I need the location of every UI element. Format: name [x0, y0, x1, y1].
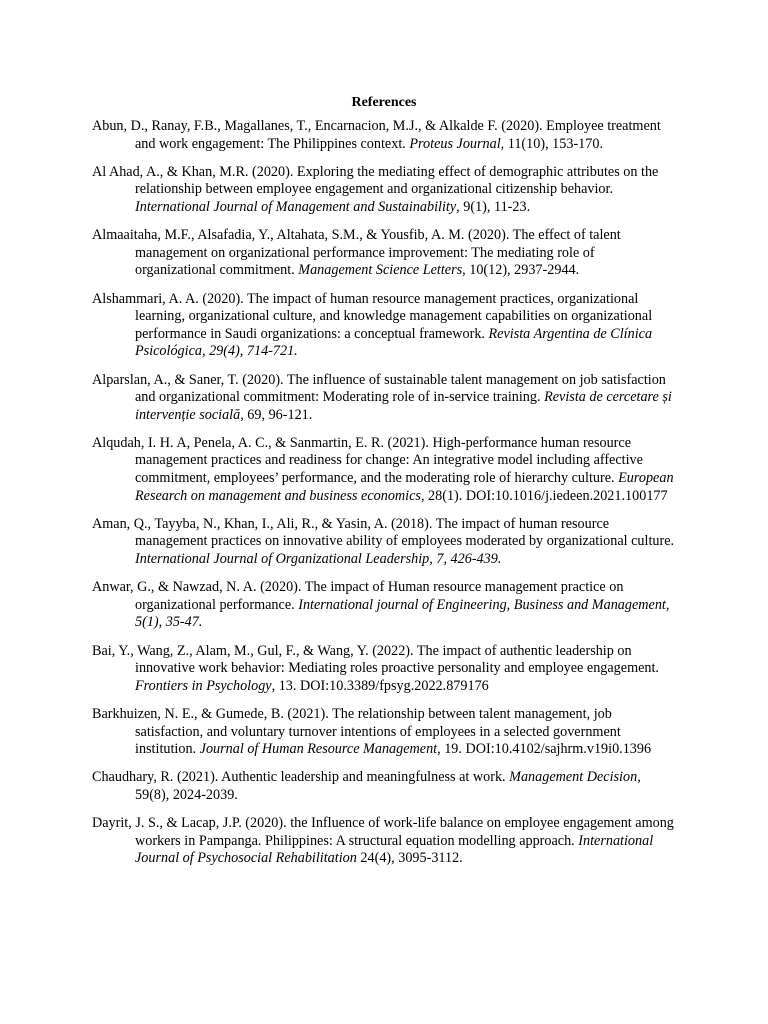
reference-source: Proteus Journal: [409, 135, 501, 152]
reference-details: , 11(10), 153-170.: [500, 135, 603, 152]
reference-authors: Dayrit, J. S., & Lacap, J.P. (2020).: [92, 815, 287, 832]
reference-entry: [92, 227, 678, 280]
reference-source: Revista de cercetare și intervenție socială: [135, 389, 672, 423]
reference-title: The impact of authentic leadership on innovative work behavior: Mediating roles proactive personality and employee engagement.: [135, 642, 659, 677]
reference-title: The impact of human resource management practices on innovative ability of employees moderated by organizational culture.: [135, 515, 675, 550]
reference-title: the Influence of work-life balance on employee engagement among workers in Pampanga. Philippines: A structural equation modelling approach.: [135, 815, 674, 849]
reference-source: Management Decision: [509, 769, 638, 786]
reference-authors: Barkhuizen, N. E., & Gumede, B. (2021).: [92, 705, 329, 722]
reference-title: The effect of talent management on organizational performance improvement: The mediating role of organizational commitment.: [135, 227, 621, 279]
reference-entry: [92, 516, 678, 569]
reference-title: The impact of human resource management practices, organizational learning, organizational culture, and knowledge management capabilities on organizational performance in Saudi organizations: a conceptual framework.: [135, 290, 653, 342]
reference-title: The impact of Human resource management practice on organizational performance.: [135, 579, 624, 613]
reference-authors: Bai, Y., Wang, Z., Alam, M., Gul, F., & Wang, Y. (2022).: [92, 642, 414, 659]
references-heading: References: [351, 95, 417, 110]
reference-authors: Almaaitaha, M.F., Alsafadia, Y., Altahata, S.M., & Yousfib, A. M. (2020).: [92, 227, 510, 244]
reference-entry: [92, 435, 678, 505]
reference-details: 24(4), 3095-3112.: [356, 850, 463, 867]
reference-authors: Alshammari, A. A. (2020).: [92, 290, 244, 307]
reference-details: , 28(1). DOI:10.1016/j.iedeen.2021.100177: [420, 487, 668, 504]
reference-authors: Aman, Q., Tayyba, N., Khan, I., Ali, R., & Yasin, A. (2018).: [92, 515, 433, 532]
reference-source: Management Science Letters: [298, 262, 463, 279]
reference-details: , 69, 96-121.: [240, 406, 313, 423]
reference-details: , 9(1), 11-23.: [456, 198, 531, 215]
reference-source: European Research on management and business economics: [135, 470, 674, 504]
reference-source: International Journal of Management and Sustainability: [135, 198, 457, 215]
reference-entry: [92, 815, 678, 868]
reference-details: , 10(12), 2937-2944.: [462, 262, 580, 279]
reference-list: [92, 118, 678, 879]
reference-title: The influence of sustainable talent management on job satisfaction and organizational commitment: Moderating role of in-service training.: [135, 371, 666, 406]
reference-details: , 59(8), 2024-2039.: [135, 769, 641, 803]
reference-entry: [92, 118, 678, 153]
reference-source: Frontiers in Psychology: [135, 677, 272, 694]
reference-source: International journal of Engineering, Business and Management, 5(1), 35-47.: [135, 596, 670, 631]
reference-source: International Journal of Organizational Leadership, 7, 426-439.: [135, 551, 502, 568]
reference-title: The relationship between talent management, job satisfaction, and voluntary turnover intentions of employees in a selected government institution.: [135, 705, 621, 758]
reference-authors: Al Ahad, A., & Khan, M.R. (2020).: [92, 163, 294, 180]
reference-authors: Anwar, G., & Nawzad, N. A. (2020).: [92, 579, 302, 596]
reference-entry: [92, 372, 678, 425]
reference-source: Journal of Human Resource Management: [199, 741, 438, 758]
reference-details: , 19. DOI:10.4102/sajhrm.v19i0.1396: [437, 741, 652, 758]
reference-entry: [92, 706, 678, 759]
reference-title: High-performance human resource management practices and readiness for change: An integrative model including affective commitment, employees’ performance, and the moderating role of hierarchy culture.: [135, 434, 643, 487]
reference-source: International Journal of Psychosocial Rehabilitation: [135, 832, 654, 867]
reference-entry: [92, 291, 678, 361]
reference-title: Exploring the mediating effect of demographic attributes on the relationship between employee engagement and organizational citizenship behavior.: [135, 163, 659, 198]
reference-source: Revista Argentina de Clínica Psicológica, 29(4), 714-721.: [135, 325, 653, 360]
reference-entry: [92, 769, 678, 804]
reference-entry: [92, 643, 678, 696]
reference-authors: Alparslan, A., & Saner, T. (2020).: [92, 371, 284, 388]
reference-authors: Alqudah, I. H. A, Penela, A. C., & Sanmartin, E. R. (2021).: [92, 434, 429, 451]
reference-title: Authentic leadership and meaningfulness at work.: [221, 769, 506, 786]
reference-authors: Chaudhary, R. (2021).: [92, 769, 219, 786]
reference-entry: [92, 579, 678, 632]
reference-entry: [92, 164, 678, 217]
reference-details: , 13. DOI:10.3389/fpsyg.2022.879176: [271, 677, 489, 694]
reference-authors: Abun, D., Ranay, F.B., Magallanes, T., Encarnacion, M.J., & Alkalde F. (2020).: [92, 118, 543, 134]
reference-title: Employee treatment and work engagement: The Philippines context.: [135, 118, 661, 152]
